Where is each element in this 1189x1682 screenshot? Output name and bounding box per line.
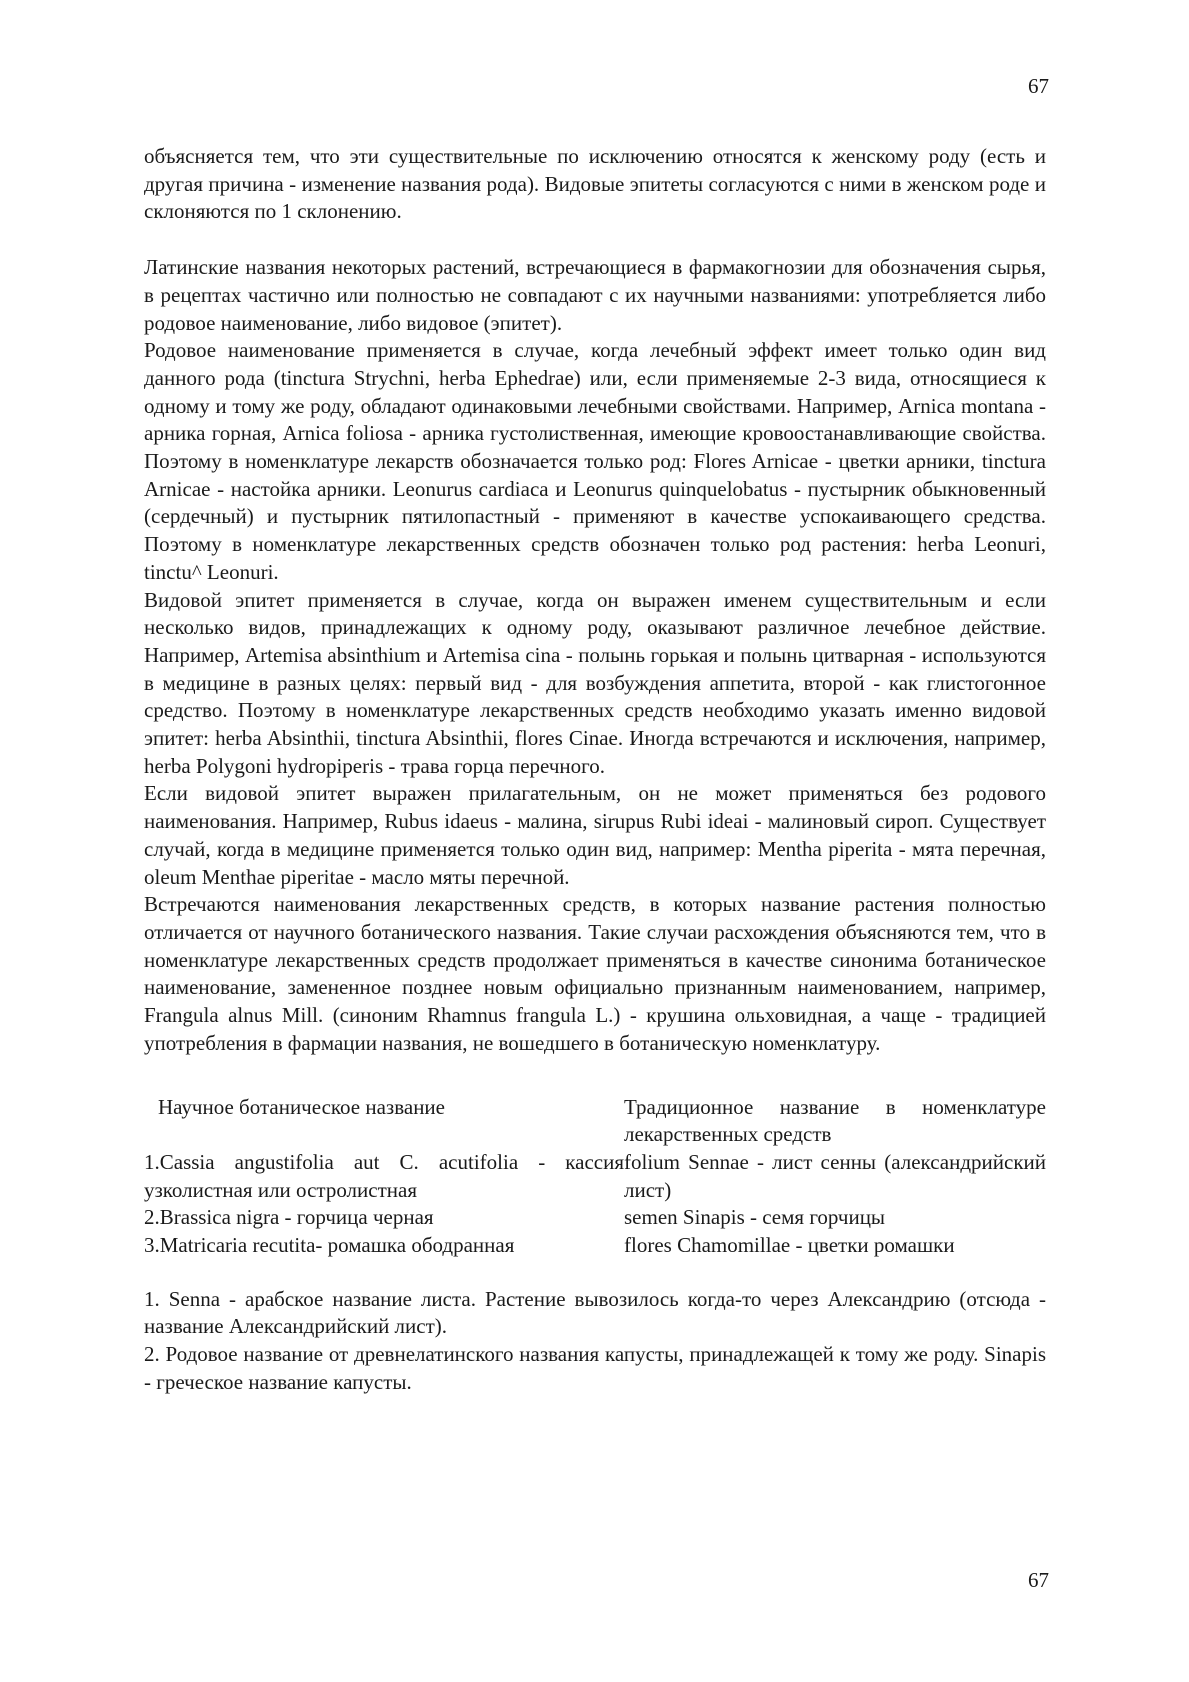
names-table xyxy=(144,1094,1046,1260)
paragraph: Встречаются наименования лекарственных средств, в которых название растения полностью отличается от научного ботанического названия. Такие случаи расхождения объясняются тем, что в номенклатуре лекарственных средств продолжает применяться в качестве синонима ботаническое наименование, замененное позднее новым официально признанным наименованием, например, Frangula alnus Mill. (синоним Rhamnus frangula L.) - крушина ольховидная, а чаще - традицией употребления в фармации названия, не вошедшего в ботаническую номенклатуру. xyxy=(144,892,1046,1055)
paragraph: объясняется тем, что эти существительные по исключению относятся к женскому роду (есть и другая причина - изменение названия рода). Видовые эпитеты согласуются с ними в женском роде и склоняются по 1 склонению. xyxy=(144,144,1046,224)
footnote: 1. Senna - арабское название листа. Растение вывозилось когда-то через Александрию (отсюда - название Александрийский лист). xyxy=(144,1286,1046,1339)
footnotes xyxy=(144,1286,1046,1397)
table-cell-scientific: 1.Cassia angustifolia aut C. acutifolia - кассия узколистная или остролистная xyxy=(144,1149,624,1202)
table-cell-traditional: semen Sinapis - семя горчицы xyxy=(624,1205,886,1230)
table-cell-scientific: 3.Matricaria recutita- ромашка ободранная xyxy=(144,1233,515,1258)
table-header-traditional: Традиционное название в номенклатуре лекарственных средств xyxy=(624,1094,1046,1147)
page-number-bottom: 67 xyxy=(1028,1568,1049,1592)
paragraph: Если видовой эпитет выражен прилагательным, он не может применяться без родового наименования. Например, Rubus idaeus - малина, sirupus Rubi ideai - малиновый сироп. Существует случай, когда в медицине применяется только один вид, например: Mentha piperita - мята перечная, oleum Menthae piperitae - масло мяты перечной. xyxy=(144,781,1046,889)
paragraph-gap xyxy=(144,226,1046,254)
paragraph: Видовой эпитет применяется в случае, когда он выражен именем существительным и если несколько видов, принадлежащих к одному роду, оказывают различное лечебное действие. Например, Artemisa absinthium и Artemisa cina - полынь горькая и полынь цитварная - используются в медицине в разных целях: первый вид - для возбуждения аппетита, второй - как глистогонное средство. Поэтому в номенклатуре лекарственных средств необходимо указать именно видовой эпитет: herba Absinthii, tinctura Absinthii, flores Cinae. Иногда встречаются и исключения, например, herba Polygoni hydropiperis - трава горца перечного. xyxy=(144,587,1046,778)
paragraph: Родовое наименование применяется в случае, когда лечебный эффект имеет только один вид данного рода (tinctura Strychni, herba Ephedrae) или, если применяемые 2-3 вида, относящиеся к одному и тому же роду, обладают одинаковыми лечебными свойствами. Например, Arnica montana - арника горная, Arnica foliosa - арника густолиственная, имеющие кровоостанавливающие свойства. Поэтому в номенклатуре лекарств обозначается только род: Flores Arnicae - цветки арники, tinctura Arnicae - настойка арники. Leonurus cardiaca и Leonurus quinquelobatus - пустырник обыкновенный (сердечный) и пустырник пятилопастный - применяют в качестве успокаивающего средства. Поэтому в номенклатуре лекарственных средств обозначен только род растения: herba Leonuri, tinctu^ Leonuri. xyxy=(144,338,1046,584)
page-number-top: 67 xyxy=(1028,74,1049,98)
footnote: 2. Родовое название от древнелатинского названия капусты, принадлежащей к тому же роду. Sinapis - греческое название капусты. xyxy=(144,1342,1046,1394)
table-cell-traditional: flores Chamomillae - цветки ромашки xyxy=(624,1233,955,1258)
paragraph: Латинские названия некоторых растений, встречающиеся в фармакогнозии для обозначения сырья, в рецептах частично или полностью не совпадают с их научными названиями: употребляется либо родовое наименование, либо видовое (эпитет). xyxy=(144,255,1046,335)
table-header-scientific: Научное ботаническое название xyxy=(158,1094,445,1119)
table-cell-traditional: folium Sennae - лист сенны (александрийский лист) xyxy=(624,1149,1046,1202)
table-cell-scientific: 2.Brassica nigra - горчица черная xyxy=(144,1205,434,1230)
page-content xyxy=(144,143,1046,1397)
